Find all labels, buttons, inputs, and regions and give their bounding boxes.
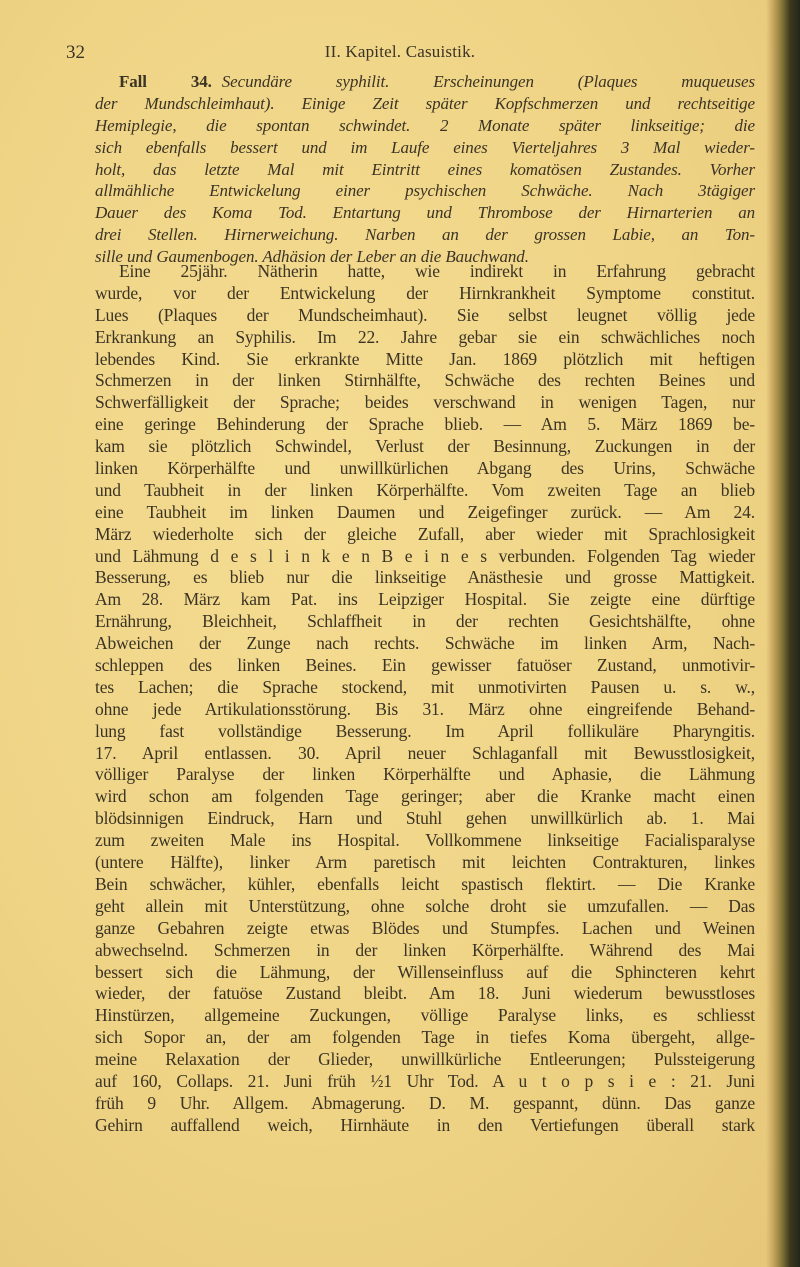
running-head: II. Kapitel. Casuistik. (324, 42, 476, 61)
summary-line: holt, das letzte Mal mit Eintritt eines komatösen Zustandes. Vorher (95, 159, 755, 179)
book-binding-edge (766, 0, 800, 1267)
body-line: Eine 25jähr. Nätherin hatte, wie indirekt in Erfahrung gebracht (119, 261, 755, 281)
body-line: meine Relaxation der Glieder, unwillkürliche Entleerungen; Pulssteigerung (95, 1049, 755, 1070)
body-line: sich Sopor an, der am folgenden Tage in tiefes Koma übergeht, allge- (95, 1027, 755, 1048)
body-line: Ernährung, Bleichheit, Schlaffheit in der rechten Gesichtshälfte, ohne (95, 611, 755, 632)
body-line: bessert sich die Lähmung, der Willenseinfluss auf die Sphincteren kehrt (95, 961, 755, 982)
summary-line: drei Stellen. Hirnerweichung. Narben an der grossen Labie, an Ton- (95, 225, 755, 245)
body-line: blödsinnigen Eindruck, Harn und Stuhl gehen unwillkürlich ab. 1. Mai (95, 808, 755, 829)
body-line: Hinstürzen, allgemeine Zuckungen, völlige Paralyse links, es schliesst (95, 1005, 755, 1026)
summary-line: sille und Gaumenbogen. Adhäsion der Leber an die Bauchwand. (95, 247, 529, 267)
body-line: eine Taubheit im linken Daumen und Zeigefinger zurück. — Am 24. (95, 501, 755, 522)
body-line: abwechselnd. Schmerzen in der linken Körperhälfte. Während des Mai (95, 939, 755, 960)
case-summary (95, 71, 755, 268)
summary-line: allmähliche Entwickelung einer psychischen Schwäche. Nach 3tägiger (95, 181, 755, 201)
body-line: wurde, vor der Entwickelung der Hirnkrankheit Symptome constitut. (95, 282, 755, 303)
case-body (95, 261, 755, 1137)
body-line: Besserung, es blieb nur die linkseitige Anästhesie und grosse Mattigkeit. (95, 567, 755, 588)
body-line: früh 9 Uhr. Allgem. Abmagerung. D. M. gespannt, dünn. Das ganze (95, 1092, 755, 1113)
page-number: 32 (66, 42, 85, 63)
body-line: lebendes Kind. Sie erkrankte Mitte Jan. 1869 plötzlich mit heftigen (95, 348, 755, 369)
body-line: kam sie plötzlich Schwindel, Verlust der Besinnung, Zuckungen in der (95, 436, 755, 457)
body-line: ohne jede Artikulationsstörung. Bis 31. März ohne eingreifende Behand- (95, 698, 755, 719)
body-line: lung fast vollständige Besserung. Im April follikuläre Pharyngitis. (95, 720, 755, 741)
case-label: Fall 34. (119, 72, 212, 91)
summary-line: sich ebenfalls bessert und im Laufe eines Vierteljahres 3 Mal wieder- (95, 137, 755, 157)
body-line: März wiederholte sich der gleiche Zufall, aber wieder mit Sprachlosigkeit (95, 523, 755, 544)
body-line: Schwerfälligkeit der Sprache; beides verschwand in wenigen Tagen, nur (95, 392, 755, 413)
body-line: Abweichen der Zunge nach rechts. Schwäche im linken Arm, Nach- (95, 633, 755, 654)
body-line: und Lähmung d e s l i n k e n B e i n e s verbunden. Folgenden Tag wieder (95, 545, 755, 566)
body-line: wird schon am folgenden Tage geringer; aber die Kranke macht einen (95, 786, 755, 807)
summary-line: Dauer des Koma Tod. Entartung und Thrombose der Hirnarterien an (95, 203, 755, 223)
body-line: völliger Paralyse der linken Körperhälfte und Aphasie, die Lähmung (95, 764, 755, 785)
body-line: Am 28. März kam Pat. ins Leipziger Hospital. Sie zeigte eine dürftige (95, 589, 755, 610)
summary-line: Fall 34. Secundäre syphilit. Erscheinungen (Plaques muqueuses (119, 72, 755, 91)
body-line: Schmerzen in der linken Stirnhälfte, Schwäche des rechten Beines und (95, 370, 755, 391)
body-line: schleppen des linken Beines. Ein gewisser fatuöser Zustand, unmotivir- (95, 655, 755, 676)
body-line: 17. April entlassen. 30. April neuer Schlaganfall mit Bewusstlosigkeit, (95, 742, 755, 763)
body-line: tes Lachen; die Sprache stockend, mit unmotivirten Pausen u. s. w., (95, 676, 755, 697)
body-line: eine geringe Behinderung der Sprache blieb. — Am 5. März 1869 be- (95, 414, 755, 435)
body-line: auf 160, Collaps. 21. Juni früh ½1 Uhr Tod. A u t o p s i e : 21. Juni (95, 1070, 755, 1091)
body-line: (untere Hälfte), linker Arm paretisch mit leichten Contrakturen, linkes (95, 852, 755, 873)
body-line: geht allein mit Unterstützung, ohne solche droht sie umzufallen. — Das (95, 895, 755, 916)
body-line: Bein schwächer, kühler, ebenfalls leicht spastisch flektirt. — Die Kranke (95, 873, 755, 894)
body-line: Erkrankung an Syphilis. Im 22. Jahre gebar sie ein schwächliches noch (95, 326, 755, 347)
body-line: zum zweiten Male ins Hospital. Vollkommene linkseitige Facialisparalyse (95, 830, 755, 851)
summary-line: Hemiplegie, die spontan schwindet. 2 Monate später linkseitige; die (95, 115, 755, 135)
body-line: und Taubheit in der linken Körperhälfte. Vom zweiten Tage an blieb (95, 479, 755, 500)
body-line: wieder, der fatuöse Zustand bleibt. Am 18. Juni wiederum bewusstloses (95, 983, 755, 1004)
summary-line: der Mundschleimhaut). Einige Zeit später Kopfschmerzen und rechtseitige (95, 93, 755, 113)
body-line: Lues (Plaques der Mundscheimhaut). Sie selbst leugnet völlig jede (95, 304, 755, 325)
body-line: Gehirn auffallend weich, Hirnhäute in den Vertiefungen überall stark (95, 1114, 755, 1135)
body-line: ganze Gebahren zeigte etwas Blödes und Stumpfes. Lachen und Weinen (95, 917, 755, 938)
body-line: linken Körperhälfte und unwillkürlichen Abgang des Urins, Schwäche (95, 458, 755, 479)
